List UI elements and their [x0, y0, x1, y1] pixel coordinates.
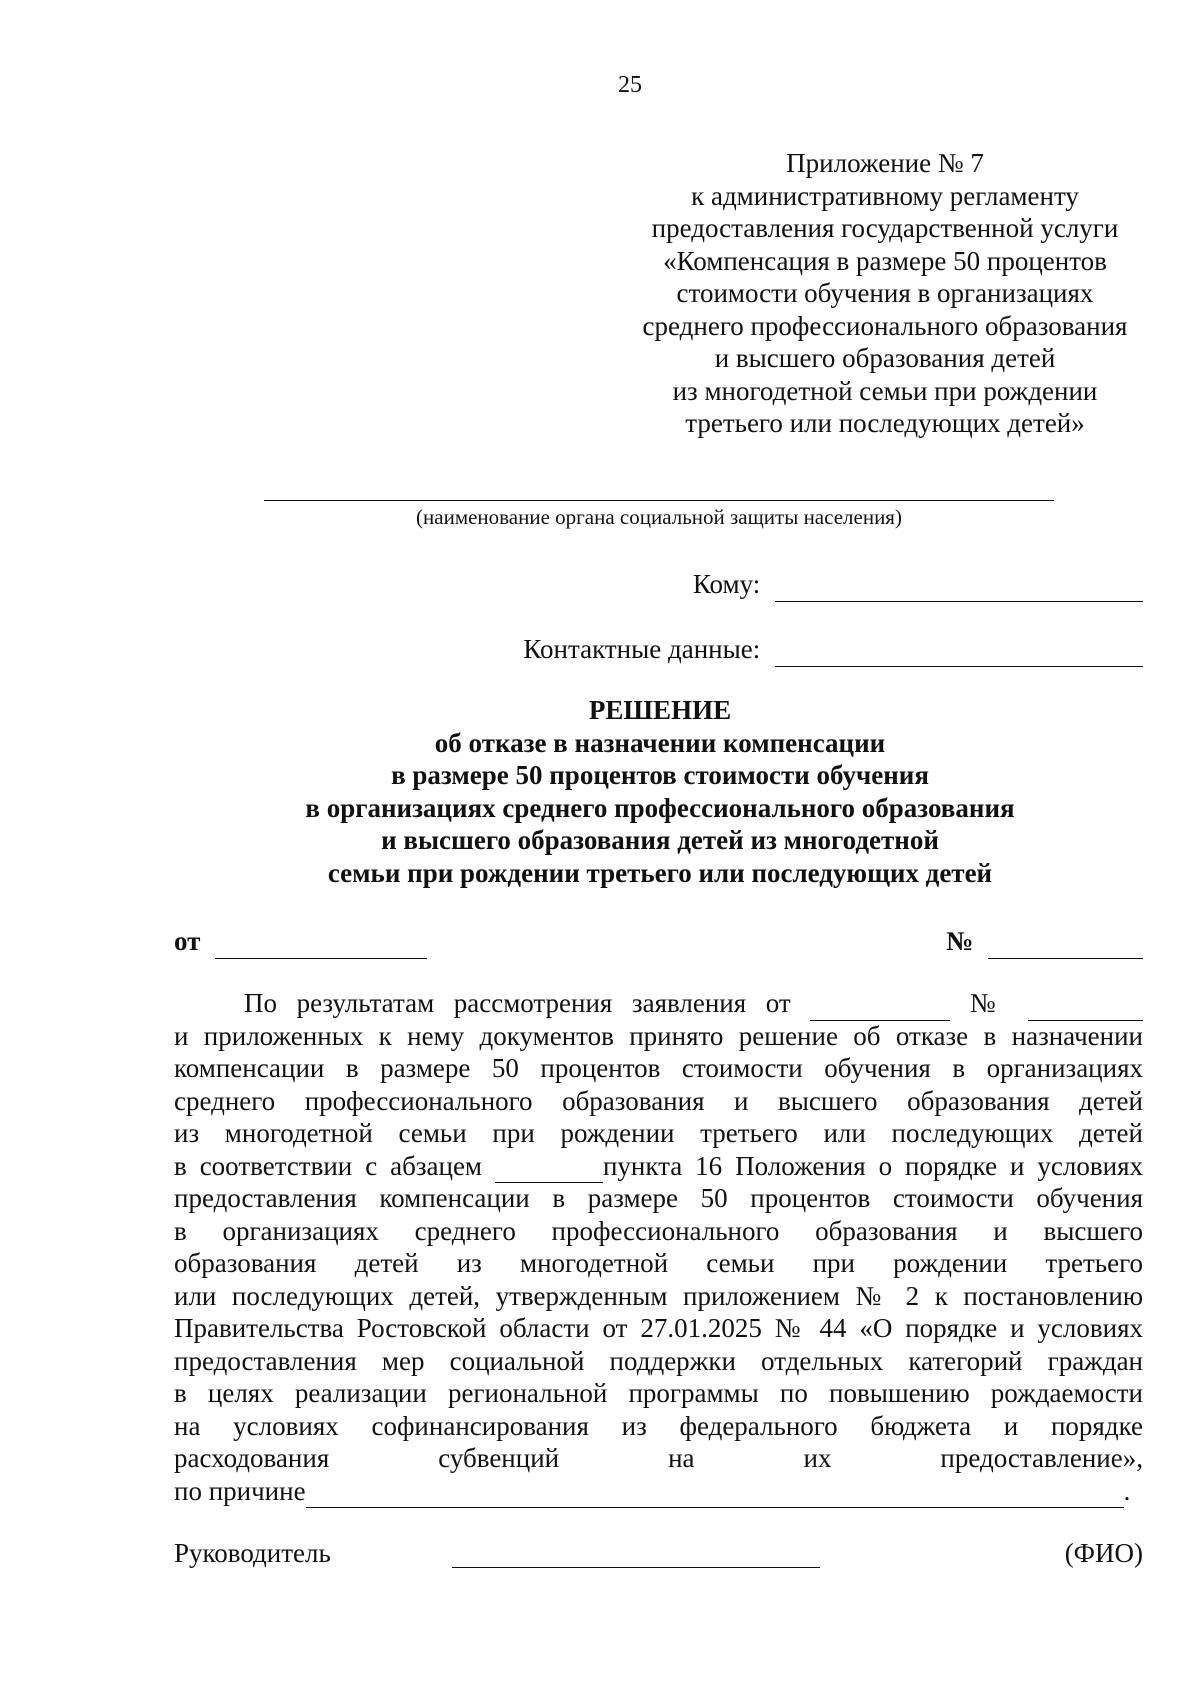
appendix-line: «Компенсация в размере 50 процентов — [663, 245, 1107, 276]
reason-blank[interactable] — [306, 1475, 1124, 1509]
recipient-label: Кому: — [692, 569, 761, 599]
decision-subtitle-line: об отказе в назначении компенсации — [434, 727, 886, 758]
number-blank[interactable] — [988, 925, 1143, 959]
body-text-span: по причине — [174, 1475, 306, 1506]
body-text-span: в соответствии с абзацем — [174, 1150, 483, 1181]
body-text-span: . — [1123, 1475, 1131, 1506]
contacts-label: Контактные данные: — [523, 634, 761, 664]
application-date-blank[interactable] — [810, 987, 950, 1021]
body-line: и приложенных к нему документов принято решение об отказе в назначении — [174, 1020, 1143, 1051]
application-number-blank[interactable] — [1028, 987, 1143, 1021]
contacts-blank[interactable] — [775, 633, 1143, 667]
body-text-span: № — [969, 988, 1009, 1018]
body-line: расходования субвенций на их предоставление», — [174, 1443, 1143, 1473]
decision-date-row — [174, 925, 427, 959]
paragraph-blank-group — [495, 1151, 1143, 1181]
appendix-line: Приложение № 7 — [786, 148, 984, 178]
decision-number-row — [946, 925, 1143, 959]
decision-subtitle-line: семьи при рождении третьего или последующих детей — [327, 857, 993, 888]
paragraph-blank[interactable] — [495, 1150, 603, 1184]
page-number: 25 — [618, 72, 642, 98]
appendix-line: третьего или последующих детей» — [685, 408, 1085, 438]
body-line: или последующих детей, утвержденным приложением № 2 к постановлению — [174, 1280, 1143, 1311]
body-line: Правительства Ростовской области от 27.01.2025 № 44 «О порядке и условиях — [174, 1313, 1143, 1343]
contacts-row — [523, 633, 1143, 667]
appendix-line: из многодетной семьи при рождении — [672, 375, 1098, 406]
decision-body — [174, 987, 1143, 1507]
appendix-line: стоимости обучения в организациях — [676, 278, 1094, 308]
body-line — [174, 987, 1143, 1020]
date-blank[interactable] — [215, 925, 427, 959]
body-line: на условиях софинансирования из федерального бюджета и порядке — [174, 1410, 1143, 1441]
body-line: предоставления компенсации в размере 50 процентов стоимости обучения — [174, 1183, 1143, 1213]
body-line: в целях реализации региональной программы по повышению рождаемости — [174, 1378, 1143, 1408]
body-line: образования детей из многодетной семьи при рождении третьего — [174, 1248, 1143, 1278]
org-name-caption: (наименование органа социальной защиты населения) — [416, 505, 902, 529]
body-line: среднего профессионального образования и высшего образования детей — [174, 1085, 1143, 1116]
body-line — [174, 1475, 1143, 1508]
body-text-span: пункта 16 Положения о порядке и условиях — [602, 1150, 1144, 1181]
decision-heading: РЕШЕНИЕ — [588, 695, 732, 725]
body-line: предоставления мер социальной поддержки отдельных категорий граждан — [174, 1345, 1143, 1376]
appendix-reference — [560, 147, 1200, 440]
signer-fio-label: (ФИО) — [1064, 1538, 1143, 1568]
appendix-line: и высшего образования детей — [714, 343, 1056, 373]
appendix-line: предоставления государственной услуги — [651, 213, 1119, 243]
signer-position-label: Руководитель — [174, 1538, 331, 1568]
decision-subtitle-line: и высшего образования детей из многодетной — [381, 825, 939, 855]
decision-subtitle-line: в размере 50 процентов стоимости обучения — [391, 760, 929, 790]
body-line: компенсации в размере 50 процентов стоимости обучения в организациях — [174, 1053, 1143, 1083]
body-line: в организациях среднего профессионального образования и высшего — [174, 1215, 1143, 1246]
recipient-row — [693, 568, 1143, 602]
org-name-blank-line[interactable] — [264, 500, 1054, 501]
signature-blank-line[interactable] — [452, 1567, 820, 1568]
body-line: из многодетной семьи при рождении третьего или последующих детей — [174, 1118, 1143, 1148]
body-line — [174, 1150, 1143, 1183]
appendix-line: к административному регламенту — [691, 180, 1079, 211]
recipient-blank[interactable] — [775, 568, 1143, 602]
decision-title — [200, 694, 1120, 889]
body-text-span: По результатам рассмотрения заявления от — [244, 988, 791, 1018]
date-label: от — [174, 926, 201, 956]
appendix-line: среднего профессионального образования — [642, 310, 1128, 341]
decision-subtitle-line: в организациях среднего профессионального образования — [305, 792, 1015, 823]
number-label: № — [946, 926, 974, 956]
